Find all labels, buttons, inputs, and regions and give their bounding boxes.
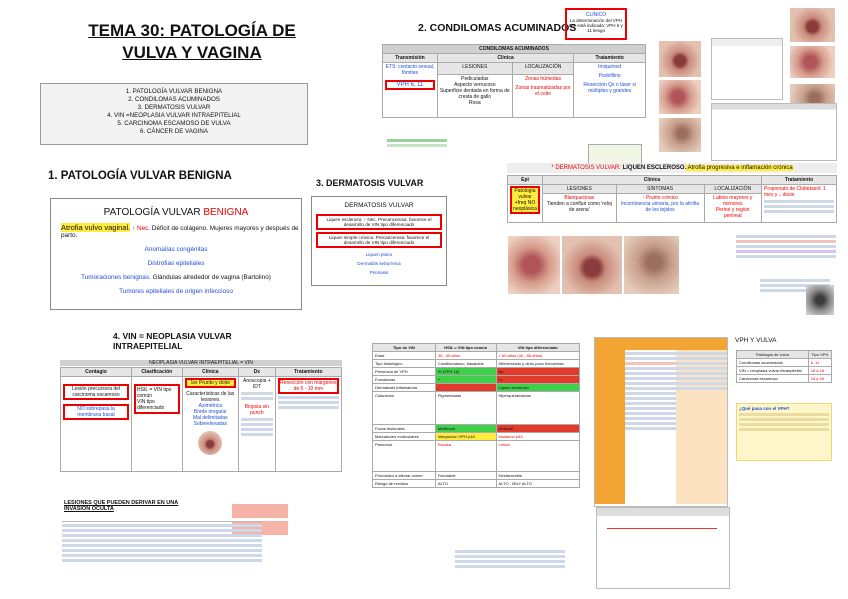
benign-item: Anomalías congénitas — [144, 246, 208, 253]
clinical-photo — [659, 41, 701, 77]
vph-note: ¿Qué pasa con el VPH? — [736, 403, 832, 461]
clinical-photo — [562, 236, 622, 294]
section1-heading: 1. PATOLOGÍA VULVAR BENIGNA — [48, 170, 232, 182]
vph-vulva-title: VPH Y VULVA — [735, 337, 777, 344]
index-item: 1. PATOLOGÍA VULVAR BENIGNA — [125, 88, 223, 95]
dermatosis-row: Liquen escleroso: ↑ Nec. Precancerosa: favorece el desarrollo de VIN tipo diferenciado — [316, 214, 442, 230]
section4-heading: 4. VIN = NEOPLASIA VULVAR INTRAEPITELIAL — [113, 331, 232, 351]
index-box — [40, 83, 308, 145]
clinical-photo — [659, 118, 701, 152]
tratamiento-cell: Imiquimod Podofilino Resección Qx o láser si múltiples y grandes — [574, 63, 646, 118]
index-item: 4. VIN =NEOPLASIA VULVAR INTRAEPITELIAL — [107, 112, 241, 120]
transmision-cell: ETS: contacto sexual, fómites VPH 6, 11 — [383, 63, 438, 118]
benign-card — [50, 198, 302, 310]
liquen-title: * DERMATOSIS VULVAR: LIQUEN ESCLEROSO. Atrofia progresiva e inflamación crónica — [507, 163, 837, 173]
page-title: TEMA 30: PATOLOGÍA DE VULVA Y VAGINA — [88, 21, 296, 62]
section3-heading: 3. DERMATOSIS VULVAR — [316, 178, 424, 188]
clinical-photo — [806, 285, 834, 315]
carcinoma-table — [594, 337, 728, 507]
atrofia-row: Atrofia vulvo vaginal. ↑ Nec. Déficit de colágeno. Mujeres mayores y después de parto. — [61, 223, 299, 239]
clinical-photo — [198, 431, 222, 455]
tumoraciones-row: Tumoraciones benignas. Glándulas alrededor de vagina (Bartolino) — [81, 274, 271, 281]
dermatosis-card-title: DERMATOSIS VULVAR — [344, 202, 414, 209]
vin-detail-table: Tipo de VIN HSIL = VIN tipo común VIN tipo diferenciado Edad 30 - 40 años > 60 años (40 - 85 años) Tipo histológico Condilomatoso, basaloide Diferenciado y otros poco frecuentes Presencia de VPH Sí (VPH 16) No Fumadoras + +/- Dermatosis inflamatoria - Liquen escleroso Coloración Pigmentadas Hiperqueratósicas Focos lesionales Multifocal Unifocal Marcadores moleculares Integración VPH p16 Mutación p53 Precursor Escasa Lesión Pronóstico a afectar comer Favorable Desfavorable Riesgo de recidiva ALTO ALTO - MUY ALTO — [372, 343, 580, 488]
vph-vulva-table: Patología de vulva Tipo VPH Condilomas acuminados 6, 11 VIN = neoplasia vulvar intraepitelial 16 a 18 Carcinoma escamoso 16 y 18 — [736, 350, 832, 383]
green-notes — [387, 137, 447, 151]
table-title: CONDILOMAS ACUMINADOS — [383, 45, 646, 54]
table-thumb — [711, 103, 837, 161]
liquen-table: Epi Clínica Tratamiento Patología vulvar +freq NO neoplásica LESIONES SÍNTOMAS LOCALIZACIÓN Propionato de Clobetasol: 1 mes y ↓ dosis Blanquecinas Tienden a confluir como 'reloj de arena' ↑ Prurito crónico Incontinencia urinaria, por la atrofia de los tejidos Labios mayores y menores Periné y región perineal — [507, 175, 837, 223]
section2-heading: 2. CONDILOMAS ACUMINADOS — [418, 22, 577, 34]
index-item: 3. DERMATOSIS VULVAR — [137, 104, 211, 112]
notes-block — [736, 233, 836, 275]
clinical-photo — [508, 236, 560, 294]
condilomas-table: CONDILOMAS ACUMINADOS Transmisión Clínica Tratamiento ETS: contacto sexual, fómites VPH 6, 11 LESIONES LOCALIZACIÓN Imiquimod Podofilino Resección Qx o láser si múltiples y grandes Pediculadas Aspecto verrucoso Superficie dentada en forma de cresta de gallo Rosa Zonas húmedas Zonas traumatizadas por el coito — [382, 44, 646, 118]
dermatosis-row: Dermatitis seborreica — [357, 261, 401, 266]
localizacion-cell: Zonas húmedas Zonas traumatizadas por el coito — [512, 74, 574, 117]
benign-card-title: PATOLOGÍA VULVAR BENIGNA — [103, 207, 249, 218]
notes-block — [455, 548, 565, 588]
lesiones-list — [62, 521, 262, 582]
lesiones-title: LESIONES QUE PUEDEN DERIVAR EN UNA INVASIÓN OCULTA — [64, 500, 179, 512]
benign-item: Distrofias epiteliales — [147, 260, 205, 267]
clinical-photo — [790, 46, 835, 78]
clinical-photo — [659, 80, 701, 114]
clinico-note: CLÍNICO La determinación del VPH NO está indicada: VPH 6 y 11 tiesgo — [565, 8, 627, 40]
lesiones-cell: Pediculadas Aspecto verrucoso Superficie dentada en forma de cresta de gallo Rosa — [437, 74, 512, 117]
index-item: 5. CARCINOMA ESCAMOSO DE VULVA — [117, 120, 231, 128]
clinical-photo — [624, 236, 679, 294]
table-thumb — [596, 507, 730, 589]
vin-summary-table: Contagio Clasificación Clínica Dx Tratamiento Lesión precursora del carcinoma escamoso NO sobrepasa la membrana basal HSIL = VIN tipo común VIN tipo diferenciado 1er Prurito y dolor Características de las lesiones Asimétrica Borde irregular Mal delimitadas Sobreelevadas Anoscopia + IDT Biopsia sin punch Resección con márgenes de 5 - 10 mm — [60, 367, 342, 472]
clinical-photo — [790, 8, 835, 42]
index-item: 6. CÁNCER DE VAGINA — [140, 128, 208, 136]
table-thumb — [711, 38, 783, 100]
vin-table-title: NEOPLASIA VULVAR INTRAEPITELIAL = VIN — [60, 360, 342, 366]
dermatosis-row: Liquen simple crónico. Precancerosa: favorece el desarrollo de VIN tipo diferenciado — [316, 232, 442, 248]
dermatosis-card — [311, 196, 447, 286]
dermatosis-row: Liquen plano — [365, 252, 393, 257]
index-item: 2. CONDILOMAS ACUMINADOS — [128, 96, 220, 104]
dermatosis-row: Psoriasis — [369, 270, 389, 275]
benign-item: Tumores epiteliales de origen infeccioso — [119, 288, 233, 295]
